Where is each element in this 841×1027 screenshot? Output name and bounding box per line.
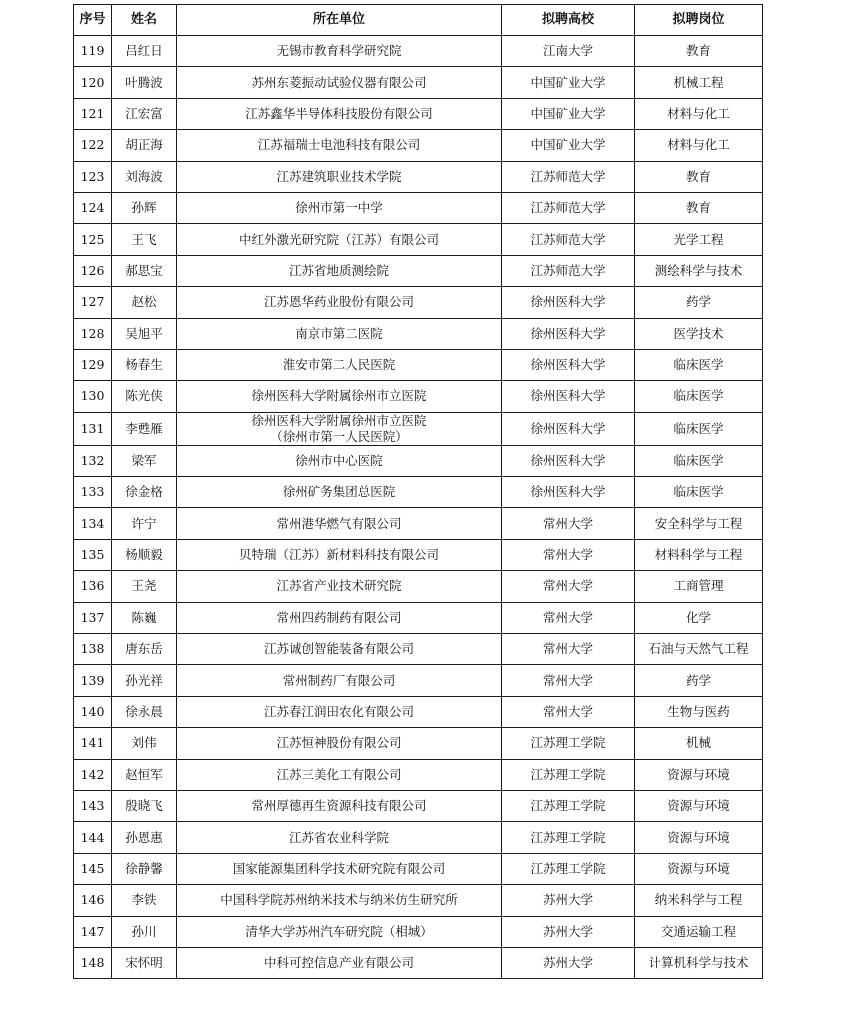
cell-unit (177, 130, 502, 161)
cell-no: 140 (74, 696, 112, 727)
cell-name: 梁军 (112, 445, 177, 476)
cell-no: 132 (74, 445, 112, 476)
cell-name: 王尧 (112, 571, 177, 602)
cell-university: 常州大学 (502, 696, 635, 727)
table-row (74, 571, 763, 602)
cell-no: 137 (74, 602, 112, 633)
cell-unit (177, 224, 502, 255)
cell-unit-line: 江苏省农业科学院 (288, 829, 389, 845)
cell-unit-line: 淮安市第二人民医院 (282, 357, 396, 373)
cell-unit-line: 江苏恩华药业股份有限公司 (263, 294, 414, 310)
table-row (74, 759, 763, 790)
cell-unit-line: 江苏省地质测绘院 (288, 262, 389, 278)
cell-position: 教育 (635, 161, 763, 192)
header-name: 姓名 (112, 5, 177, 36)
cell-unit (177, 508, 502, 539)
cell-name: 赵恒军 (112, 759, 177, 790)
cell-position: 临床医学 (635, 412, 763, 445)
table-row (74, 412, 763, 445)
cell-unit-line: 江苏春江润田农化有限公司 (263, 704, 414, 719)
cell-no: 123 (74, 161, 112, 192)
cell-name: 唐东岳 (112, 634, 177, 665)
cell-unit (177, 696, 502, 727)
cell-unit-line: 中科可控信息产业有限公司 (263, 955, 414, 971)
cell-name: 许宁 (112, 508, 177, 539)
cell-unit-line: （徐州市第一人民医院） (270, 428, 408, 444)
cell-unit (177, 602, 502, 633)
cell-position: 光学工程 (635, 224, 763, 255)
cell-unit-line: 江苏恒神股份有限公司 (276, 735, 402, 751)
cell-university: 苏州大学 (502, 885, 635, 916)
cell-name: 徐永晨 (112, 696, 177, 727)
table-row (74, 634, 763, 665)
cell-position: 纳米科学与工程 (635, 885, 763, 916)
cell-name: 殷晓飞 (112, 790, 177, 821)
cell-unit (177, 539, 502, 570)
cell-unit-line: 常州四药制药有限公司 (276, 609, 402, 625)
cell-unit-line: 南京市第二医院 (295, 325, 383, 341)
cell-position: 材料科学与工程 (635, 539, 763, 570)
cell-name: 孙辉 (112, 192, 177, 223)
cell-position: 材料与化工 (635, 98, 763, 129)
cell-unit-line: 无锡市教育科学研究院 (276, 43, 402, 59)
cell-no: 124 (74, 192, 112, 223)
cell-name: 吴旭平 (112, 318, 177, 349)
cell-university: 常州大学 (502, 508, 635, 539)
cell-university: 江苏理工学院 (502, 728, 635, 759)
cell-university: 江南大学 (502, 36, 635, 67)
cell-no: 147 (74, 916, 112, 947)
cell-position: 资源与环境 (635, 790, 763, 821)
cell-name: 孙川 (112, 916, 177, 947)
table-row (74, 381, 763, 412)
cell-university: 徐州医科大学 (502, 381, 635, 412)
table-row (74, 36, 763, 67)
cell-position: 机械 (635, 728, 763, 759)
cell-position: 资源与环境 (635, 759, 763, 790)
cell-unit (177, 445, 502, 476)
cell-unit-line: 徐州医科大学附属徐州市立医院 (251, 412, 427, 428)
cell-no: 136 (74, 571, 112, 602)
cell-unit-line: 江苏鑫华半导体科技股份有限公司 (245, 105, 433, 121)
cell-name: 刘海波 (112, 161, 177, 192)
cell-unit-line: 清华大学苏州汽车研究院（相城） (245, 923, 433, 939)
cell-unit (177, 192, 502, 223)
header-row (74, 5, 763, 36)
table-row (74, 477, 763, 508)
header-position: 拟聘岗位 (635, 5, 763, 36)
cell-unit-line: 徐州市中心医院 (295, 452, 383, 468)
cell-name: 赵松 (112, 287, 177, 318)
cell-unit-line: 江苏省产业技术研究院 (276, 578, 402, 594)
cell-university: 常州大学 (502, 602, 635, 633)
table-row (74, 349, 763, 380)
cell-university: 中国矿业大学 (502, 98, 635, 129)
cell-unit-line: 常州港华燃气有限公司 (276, 515, 402, 531)
cell-name: 孙光祥 (112, 665, 177, 696)
cell-no: 135 (74, 539, 112, 570)
cell-unit (177, 255, 502, 286)
cell-unit-line: 中国科学院苏州纳米技术与纳米仿生研究所 (220, 892, 458, 908)
cell-university: 江苏理工学院 (502, 759, 635, 790)
header-university: 拟聘高校 (502, 5, 635, 36)
table-row (74, 508, 763, 539)
cell-unit (177, 853, 502, 884)
cell-no: 143 (74, 790, 112, 821)
cell-university: 徐州医科大学 (502, 349, 635, 380)
cell-position: 资源与环境 (635, 853, 763, 884)
cell-unit (177, 885, 502, 916)
cell-name: 杨顺毅 (112, 539, 177, 570)
cell-no: 126 (74, 255, 112, 286)
table-row (74, 885, 763, 916)
cell-no: 134 (74, 508, 112, 539)
cell-unit-line: 徐州市第一中学 (295, 200, 383, 216)
cell-unit (177, 790, 502, 821)
cell-position: 教育 (635, 192, 763, 223)
table-row (74, 318, 763, 349)
cell-unit-line: 中红外激光研究院（江苏）有限公司 (238, 231, 439, 247)
appointment-table (73, 4, 763, 979)
cell-unit (177, 822, 502, 853)
cell-no: 133 (74, 477, 112, 508)
cell-university: 苏州大学 (502, 916, 635, 947)
cell-no: 122 (74, 130, 112, 161)
cell-university: 江苏理工学院 (502, 790, 635, 821)
cell-unit-line: 国家能源集团科学技术研究院有限公司 (232, 860, 446, 876)
cell-position: 药学 (635, 287, 763, 318)
cell-no: 128 (74, 318, 112, 349)
cell-name: 徐金格 (112, 477, 177, 508)
table-row (74, 539, 763, 570)
table-row (74, 947, 763, 978)
cell-unit-line: 常州厚德再生资源科技有限公司 (251, 798, 427, 814)
cell-position: 资源与环境 (635, 822, 763, 853)
cell-no: 145 (74, 853, 112, 884)
cell-unit (177, 381, 502, 412)
table-row (74, 161, 763, 192)
cell-unit (177, 571, 502, 602)
cell-position: 临床医学 (635, 381, 763, 412)
cell-position: 生物与医药 (635, 696, 763, 727)
cell-name: 孙恩惠 (112, 822, 177, 853)
cell-name: 宋怀明 (112, 947, 177, 978)
cell-no: 138 (74, 634, 112, 665)
table-row (74, 98, 763, 129)
cell-unit (177, 728, 502, 759)
cell-unit (177, 161, 502, 192)
cell-university: 江苏师范大学 (502, 192, 635, 223)
table-row (74, 224, 763, 255)
cell-unit-line: 江苏建筑职业技术学院 (276, 168, 402, 184)
cell-university: 常州大学 (502, 539, 635, 570)
cell-unit-line: 常州制药厂有限公司 (282, 672, 396, 688)
cell-university: 常州大学 (502, 634, 635, 665)
cell-unit (177, 67, 502, 98)
cell-unit (177, 916, 502, 947)
cell-position: 材料与化工 (635, 130, 763, 161)
table-header (74, 5, 763, 36)
cell-unit (177, 759, 502, 790)
cell-no: 148 (74, 947, 112, 978)
table-row (74, 696, 763, 727)
cell-university: 江苏师范大学 (502, 255, 635, 286)
cell-unit-line: 江苏诚创智能装备有限公司 (263, 641, 414, 657)
cell-unit-line: 江苏福瑞士电池科技有限公司 (257, 137, 421, 153)
table-row (74, 602, 763, 633)
header-unit: 所在单位 (177, 5, 502, 36)
cell-no: 131 (74, 412, 112, 445)
cell-unit (177, 477, 502, 508)
cell-name: 叶腾波 (112, 67, 177, 98)
cell-position: 机械工程 (635, 67, 763, 98)
cell-unit (177, 98, 502, 129)
cell-university: 中国矿业大学 (502, 130, 635, 161)
cell-name: 刘伟 (112, 728, 177, 759)
cell-unit (177, 412, 502, 445)
cell-no: 141 (74, 728, 112, 759)
header-no: 序号 (74, 5, 112, 36)
cell-name: 陈光侠 (112, 381, 177, 412)
cell-university: 常州大学 (502, 571, 635, 602)
cell-position: 工商管理 (635, 571, 763, 602)
table-row (74, 790, 763, 821)
cell-university: 徐州医科大学 (502, 318, 635, 349)
cell-unit (177, 665, 502, 696)
cell-position: 临床医学 (635, 349, 763, 380)
cell-unit-line: 贝特瑞（江苏）新材料科技有限公司 (238, 547, 439, 563)
cell-university: 江苏师范大学 (502, 161, 635, 192)
cell-position: 临床医学 (635, 477, 763, 508)
cell-name: 徐静馨 (112, 853, 177, 884)
cell-university: 徐州医科大学 (502, 477, 635, 508)
cell-name: 江宏富 (112, 98, 177, 129)
table-row (74, 445, 763, 476)
cell-university: 徐州医科大学 (502, 445, 635, 476)
cell-no: 142 (74, 759, 112, 790)
cell-no: 139 (74, 665, 112, 696)
cell-unit (177, 287, 502, 318)
cell-no: 130 (74, 381, 112, 412)
cell-position: 医学技术 (635, 318, 763, 349)
cell-position: 教育 (635, 36, 763, 67)
table-row (74, 916, 763, 947)
cell-position: 石油与天然气工程 (635, 634, 763, 665)
table-row (74, 192, 763, 223)
table-body (74, 36, 763, 979)
cell-unit (177, 36, 502, 67)
table-row (74, 665, 763, 696)
cell-no: 144 (74, 822, 112, 853)
cell-unit (177, 318, 502, 349)
cell-position: 测绘科学与技术 (635, 255, 763, 286)
table-row (74, 130, 763, 161)
cell-university: 江苏理工学院 (502, 822, 635, 853)
cell-university: 中国矿业大学 (502, 67, 635, 98)
cell-university: 徐州医科大学 (502, 287, 635, 318)
cell-name: 胡正海 (112, 130, 177, 161)
cell-unit (177, 349, 502, 380)
cell-name: 陈巍 (112, 602, 177, 633)
cell-name: 李甦雁 (112, 412, 177, 445)
cell-unit (177, 634, 502, 665)
cell-no: 119 (74, 36, 112, 67)
cell-name: 杨春生 (112, 349, 177, 380)
cell-university: 江苏理工学院 (502, 853, 635, 884)
cell-no: 146 (74, 885, 112, 916)
table-row (74, 728, 763, 759)
cell-position: 化学 (635, 602, 763, 633)
cell-university: 江苏师范大学 (502, 224, 635, 255)
cell-unit (177, 947, 502, 978)
table-row (74, 853, 763, 884)
cell-unit-line: 徐州矿务集团总医院 (282, 484, 396, 500)
cell-name: 郝思宝 (112, 255, 177, 286)
cell-unit-line: 江苏三美化工有限公司 (276, 766, 402, 782)
cell-unit-line: 苏州东菱振动试验仪器有限公司 (251, 74, 427, 90)
table-row (74, 67, 763, 98)
cell-position: 交通运输工程 (635, 916, 763, 947)
cell-unit-line: 徐州医科大学附属徐州市立医院 (251, 388, 427, 404)
cell-no: 120 (74, 67, 112, 98)
cell-no: 125 (74, 224, 112, 255)
cell-no: 129 (74, 349, 112, 380)
cell-no: 127 (74, 287, 112, 318)
cell-university: 常州大学 (502, 665, 635, 696)
cell-position: 安全科学与工程 (635, 508, 763, 539)
table-row (74, 822, 763, 853)
cell-university: 徐州医科大学 (502, 412, 635, 445)
cell-university: 苏州大学 (502, 947, 635, 978)
cell-position: 药学 (635, 665, 763, 696)
cell-name: 李铁 (112, 885, 177, 916)
cell-position: 计算机科学与技术 (635, 947, 763, 978)
cell-name: 吕红日 (112, 36, 177, 67)
cell-name: 王飞 (112, 224, 177, 255)
table-row (74, 255, 763, 286)
table-row (74, 287, 763, 318)
cell-no: 121 (74, 98, 112, 129)
cell-position: 临床医学 (635, 445, 763, 476)
